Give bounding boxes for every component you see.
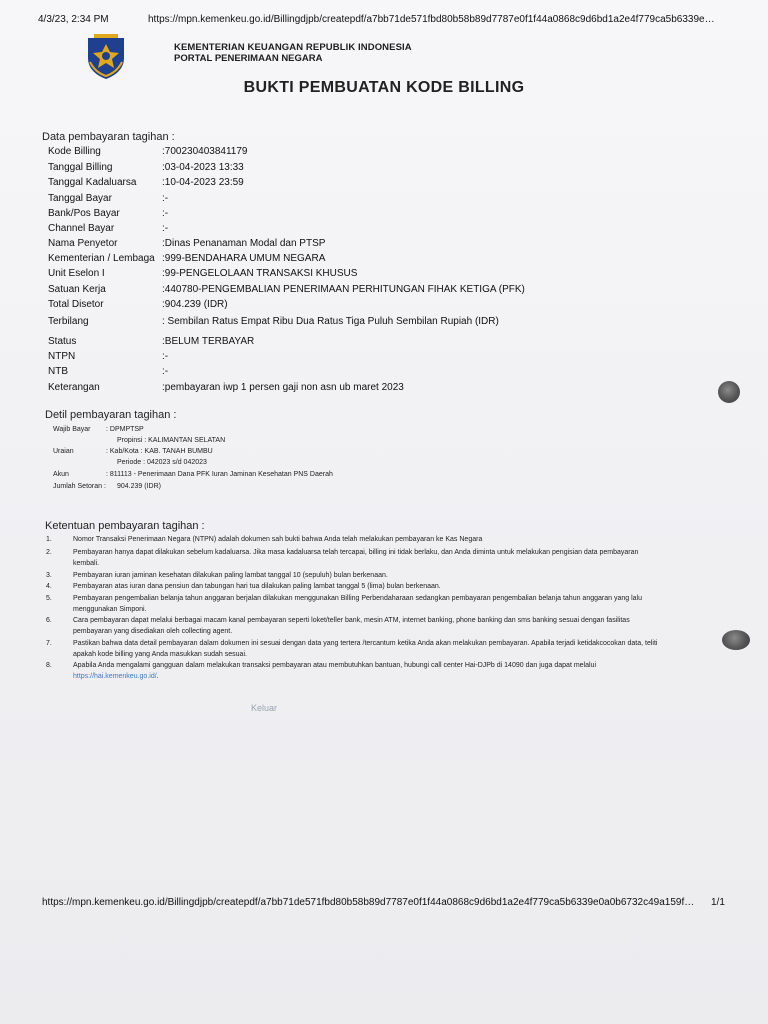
jumlah-setoran-value: 904.239 (IDR) [117,483,161,490]
ketentuan-number: 3. [46,572,52,579]
data-row-value: :99-PENGELOLAAN TRANSAKSI KHUSUS [162,268,358,279]
ketentuan-item: Pembayaran iuran jaminan kesehatan dilakukan paling lambat tanggal 10 (sepuluh) bulan berkenaan. [73,572,388,579]
ketentuan-item: Pembayaran pengembalian belanja tahun anggaran berjalan dilakukan menggunakan Billing Perbendaharaan sedangkan pembayaran pengembalian belanja tahun anggaran yang lalu menggunakan Simponi. [73,595,642,613]
data-row-label: Satuan Kerja [48,284,106,295]
data-row-value: :- [162,351,169,362]
data-row-value: :999-BENDAHARA UMUM NEGARA [162,253,326,264]
akun-value: : 811113 - Penerimaan Dana PFK Iuran Jaminan Kesehatan PNS Daerah [106,471,333,478]
data-row-label: Tanggal Billing [48,162,113,173]
data-row-value: :pembayaran iwp 1 persen gaji non asn ub maret 2023 [162,382,404,393]
jumlah-setoran-label: Jumlah Setoran : [53,483,106,490]
punch-hole [722,630,750,650]
ketentuan-number: 4. [46,583,52,590]
document-title: BUKTI PEMBUATAN KODE BILLING [243,79,525,96]
data-row [48,253,325,264]
data-row-value: :- [162,208,169,219]
provinsi-value: Propinsi : KALIMANTAN SELATAN [117,437,226,444]
data-row [48,223,168,234]
ketentuan-number: 8. [46,662,52,669]
wajib-bayar-value: : DPMPTSP [106,426,144,433]
data-row [48,162,244,173]
akun-label: Akun [53,471,69,478]
hai-kemenkeu-link[interactable]: https://hai.kemenkeu.go.id/ [73,673,157,680]
data-row [48,208,168,219]
data-row [48,284,525,295]
data-row-value: :10-04-2023 23:59 [162,177,244,188]
ketentuan-heading: Ketentuan pembayaran tagihan : [45,520,205,532]
data-row-label: Keterangan [48,382,100,393]
data-row-label: Kementerian / Lembaga [48,253,155,264]
data-row-label: Tanggal Kadaluarsa [48,177,137,188]
data-row-value: :- [162,223,169,234]
data-row-value: :440780-PENGEMBALIAN PENERIMAAN PERHITUNGAN FIHAK KETIGA (PFK) [162,284,525,295]
data-row [48,351,168,362]
detail-section-heading: Detil pembayaran tagihan : [45,409,177,421]
data-row-value: :904.239 (IDR) [162,299,228,310]
ketentuan-item: Nomor Transaksi Penerimaan Negara (NTPN) adalah dokumen sah bukti bahwa Anda telah melakukan pembayaran ke Kas Negara [73,536,483,543]
data-row-value: : Sembilan Ratus Empat Ribu Dua Ratus Tiga Puluh Sembilan Rupiah (IDR) [162,316,499,327]
data-row-label: Kode Billing [48,146,101,157]
ketentuan-item: Pembayaran atas iuran dana pensiun dan tabungan hari tua dilakukan paling lambat tanggal 5 (lima) bulan berkenaan. [73,583,441,590]
print-url-top: https://mpn.kemenkeu.go.id/Billingdjpb/createpdf/a7bb71de571fbd80b58b89d7787e0f1f44a0868c9d6bd1a2e4f779ca5b6339e… [148,14,715,25]
data-row-value: :Dinas Penanaman Modal dan PTSP [162,238,326,249]
ketentuan-item: Cara pembayaran dapat melalui berbagai macam kanal pembayaran seperti loket/teller bank, mesin ATM, internet banking, phone banking dan sms banking sesuai dengan fasilitas pembayaran yang disediakan oleh collecting agent. [73,617,630,635]
data-row-label: Total Disetor [48,299,104,310]
data-row [48,268,357,279]
data-row-value: :03-04-2023 13:33 [162,162,244,173]
data-row [48,146,247,157]
punch-hole [718,381,740,403]
ketentuan-item: Pastikan bahwa data detail pembayaran dalam dokumen ini sesuai dengan data yang tertera /tercantum ketika Anda akan melakukan pembayaran. Apabila terjadi ketidakcocokan data, teliti apakah kode billing yang Anda masukkan sudah sesuai. [73,640,658,658]
ketentuan-number: 6. [46,617,52,624]
page-number: 1/1 [711,897,725,908]
kabkota-value: : Kab/Kota : KAB. TANAH BUMBU [106,448,213,455]
data-row [48,382,404,393]
kemenkeu-logo-icon [84,32,128,80]
data-row-value: :BELUM TERBAYAR [162,336,255,347]
ketentuan-number: 1. [46,536,52,543]
link-suffix: . [156,673,159,680]
data-row [48,336,254,347]
ketentuan-number: 7. [46,640,52,647]
data-row-label: Channel Bayar [48,223,115,234]
ketentuan-number: 2. [46,549,52,556]
data-row-value: :- [162,193,169,204]
data-row [48,366,168,377]
print-url-bottom: https://mpn.kemenkeu.go.id/Billingdjpb/createpdf/a7bb71de571fbd80b58b89d7787e0f1f44a0868c9d6bd1a2e4f779ca5b6339e0a0b6732c49a159f… [42,897,695,908]
data-row-label: Tanggal Bayar [48,193,112,204]
uraian-label: Uraian [53,448,74,455]
ketentuan-item-text: Apabila Anda mengalami gangguan dalam melakukan transaksi pembayaran atau membutuhkan bantuan, hubungi call center Hai-DJPb di 14090 dan juga dapat melalui [73,662,597,669]
data-row-label: Nama Penyetor [48,238,118,249]
data-row-value: :700230403841179 [162,146,248,157]
data-row-label: Terbilang [48,316,89,327]
wajib-bayar-label: Wajib Bayar [53,426,91,433]
org-name: KEMENTERIAN KEUANGAN REPUBLIK INDONESIA [174,42,412,53]
data-row [48,177,244,188]
data-row [48,299,228,310]
print-datetime: 4/3/23, 2:34 PM [38,14,109,25]
data-row-label: NTB [48,366,68,377]
ketentuan-number: 5. [46,595,52,602]
keluar-link[interactable]: Keluar [251,703,278,713]
data-section-heading: Data pembayaran tagihan : [42,131,175,143]
data-row-value: :- [162,366,169,377]
data-row [48,238,325,249]
data-row-label: Status [48,336,77,347]
ketentuan-item-contact [73,660,663,682]
ketentuan-item: Pembayaran hanya dapat dilakukan sebelum kadaluarsa. Jika masa kadaluarsa telah tercapai, billing ini tidak berlaku, dan Anda diminta untuk melakukan pengisian data pembayaran kembali. [73,549,639,567]
portal-name: PORTAL PENERIMAAN NEGARA [174,53,323,64]
data-row-label: NTPN [48,351,76,362]
data-row [48,193,168,204]
data-row [48,316,499,327]
data-row-label: Bank/Pos Bayar [48,208,120,219]
periode-value: Periode : 042023 s/d 042023 [117,459,207,466]
data-row-label: Unit Eselon I [48,268,105,279]
